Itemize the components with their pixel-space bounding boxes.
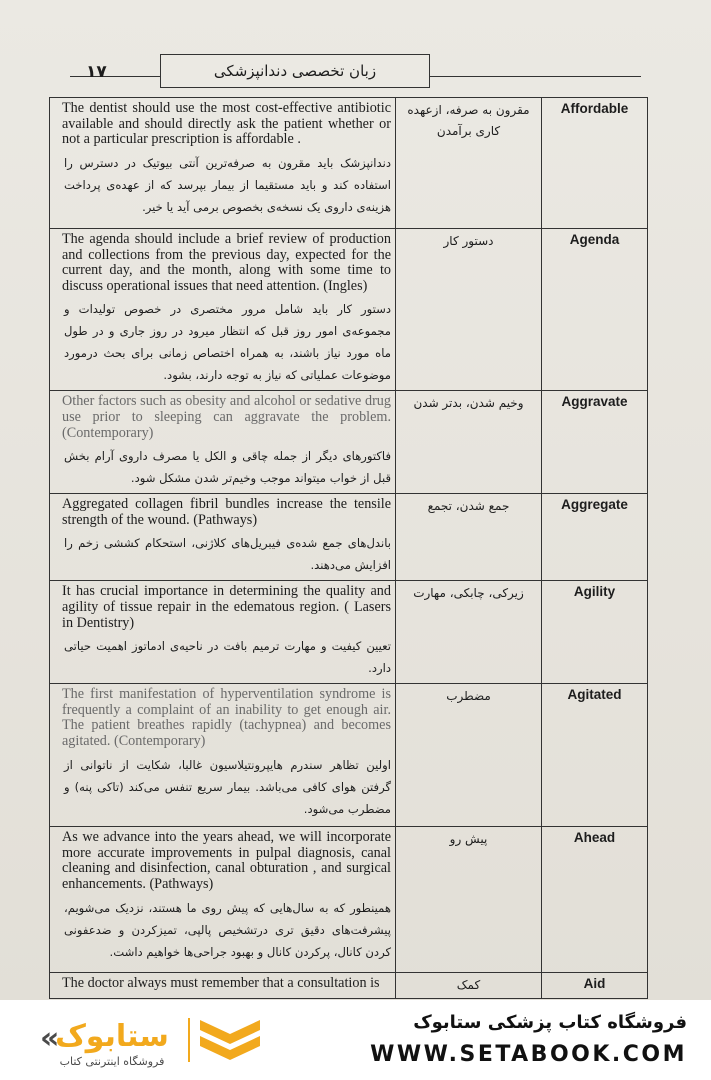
example-fa: فاکتورهای دیگر از جمله چاقی و الکل یا مصرف داروی آرام بخش قبل از خواب میتواند موجب وخیم‌تر شدن مشکل شود.	[64, 449, 391, 486]
meaning-cell	[396, 973, 542, 999]
meaning: جمع شدن، تجمع	[427, 499, 510, 514]
term-cell	[542, 973, 648, 999]
example-en: Aggregated collagen fibril bundles increase the tensile strength of the wound. (Pathways)	[62, 496, 391, 528]
term: Affordable	[560, 101, 629, 116]
setabook-logo-icon	[12, 1008, 272, 1072]
meaning: پیش رو	[449, 832, 488, 847]
glossary-table	[49, 97, 648, 999]
logo-wordmark: ستابوک	[55, 1019, 169, 1054]
running-title	[160, 54, 430, 88]
meaning-cell	[396, 581, 542, 684]
table-row	[50, 391, 648, 494]
table-row	[50, 229, 648, 391]
page-number: ۱۷	[86, 62, 107, 82]
example-fa: تعیین کیفیت و مهارت ترمیم بافت در ناحیه‌ی ادماتوز اهمیت حیاتی دارد.	[64, 639, 391, 676]
term-cell	[542, 98, 648, 229]
example-cell	[50, 229, 396, 391]
meaning: دستور کار	[443, 234, 494, 248]
double-chevron-icon: «	[40, 1021, 60, 1056]
meaning-cell	[396, 391, 542, 494]
term: Aggregate	[561, 497, 628, 513]
setabook-logo[interactable]	[12, 1008, 272, 1072]
example-cell	[50, 494, 396, 581]
example-cell	[50, 98, 396, 229]
example-fa: باندل‌های جمع شده‌ی فیبریل‌های کلاژنی، استحکام کششی زخم را افزایش می‌دهند.	[64, 536, 391, 573]
term: Agitated	[567, 687, 622, 703]
term: Ahead	[573, 830, 616, 846]
glossary-body	[50, 98, 648, 999]
example-en: The agenda should include a brief review of production and collections from the previous day, expected for the current day, and the month, along with some time to discuss operational issues that need attention. (Ingles)	[62, 231, 391, 294]
table-row	[50, 973, 648, 999]
term-cell	[542, 684, 648, 827]
term: Aid	[583, 976, 606, 992]
example-en: The first manifestation of hyperventilation syndrome is frequently a complaint of an inability to get enough air. The patient breathes rapidly (tachypnea) and becomes agitated. (Contemporary)	[62, 686, 391, 749]
running-title-text: زبان تخصصی دندانپزشکی	[213, 62, 377, 80]
term: Aggravate	[561, 394, 628, 410]
store-url-link[interactable]: WWW.SETABOOK.COM	[370, 1042, 687, 1067]
term: Agenda	[569, 232, 620, 247]
table-row	[50, 581, 648, 684]
example-fa: دستور کار باید شامل مرور مختصری در خصوص تولیدات و مجموعه‌ی امور روز قبل که انتظار میرود در روز جاری و در طول ماه مورد نیاز باشند، به همراه اختصاص زمانی برای بحث درمورد موضوعات عملیاتی که نیاز به توجه دارند، بشود.	[64, 302, 391, 383]
logo-subtitle: فروشگاه اینترنتی کتاب	[59, 1055, 165, 1068]
meaning-cell	[396, 684, 542, 827]
example-fa: همینطور که به سال‌هایی که پیش روی ما هستند، نزدیک می‌شویم، پیشرفت‌های دقیق تری درتشخیص پالپی، تمیزکردن و ضدعفونی کردن کانال، پرکردن کانال و بهبود جراحی‌ها خواهیم داشت.	[64, 900, 391, 959]
logo-divider	[188, 1018, 190, 1062]
meaning-cell	[396, 827, 542, 973]
meaning-cell	[396, 98, 542, 229]
term: Agility	[573, 584, 616, 600]
meaning: زیرکی، چابکی، مهارت	[413, 586, 524, 601]
table-row	[50, 684, 648, 827]
table-row	[50, 827, 648, 973]
example-cell	[50, 827, 396, 973]
example-fa: اولین تظاهر سندرم هایپرونتیلاسیون غالبا، شکایت از ناتوانی از گرفتن هوای کافی می‌باشد. بیمار سریع تنفس می‌کند (تاکی پنه) و مضطرب می‌شود.	[64, 757, 391, 816]
example-en: Other factors such as obesity and alcohol or sedative drug use prior to sleeping can aggravate the problem. (Contemporary)	[62, 393, 391, 441]
example-en: The doctor always must remember that a consultation is	[62, 975, 380, 992]
term-cell	[542, 494, 648, 581]
meaning: مضطرب	[446, 689, 491, 704]
example-cell	[50, 391, 396, 494]
meaning: وخیم شدن، بدتر شدن	[413, 396, 524, 411]
term-cell	[542, 581, 648, 684]
example-en: The dentist should use the most cost-effective antibiotic available and should directly ask the patient whether or not a particular prescription is affordable .	[62, 100, 391, 148]
table-row	[50, 494, 648, 581]
store-banner	[0, 1000, 711, 1080]
example-cell	[50, 684, 396, 827]
meaning: کمک	[456, 978, 481, 993]
example-en: As we advance into the years ahead, we will incorporate more accurate improvements in pulpal diagnosis, canal cleaning and disinfection, canal obturation , and surgical enhancements. (Pathways)	[62, 829, 391, 892]
meaning-cell	[396, 494, 542, 581]
meaning-cell	[396, 229, 542, 391]
chevron-book-icon	[200, 1020, 260, 1060]
term-cell	[542, 229, 648, 391]
example-fa: دندانپزشک باید مقرون به صرفه‌ترین آنتی بیوتیک در دسترس را استفاده کند و باید مستقیما از بیمار بپرسد که از عهده‌ی پرداخت هزینه‌ی داروی یک نسخه‌ی بخصوص برمی آید یا خیر.	[64, 155, 391, 214]
term-cell	[542, 827, 648, 973]
meaning: مقرون به صرفه، ازعهده کاری برآمدن	[407, 103, 530, 138]
store-name: فروشگاه کتاب پزشکی ستابوک	[413, 1012, 687, 1033]
example-en: It has crucial importance in determining the quality and agility of tissue repair in the edematous region. ( Lasers in Dentistry)	[62, 583, 391, 631]
example-cell	[50, 581, 396, 684]
table-row	[50, 98, 648, 229]
term-cell	[542, 391, 648, 494]
example-cell	[50, 973, 396, 999]
